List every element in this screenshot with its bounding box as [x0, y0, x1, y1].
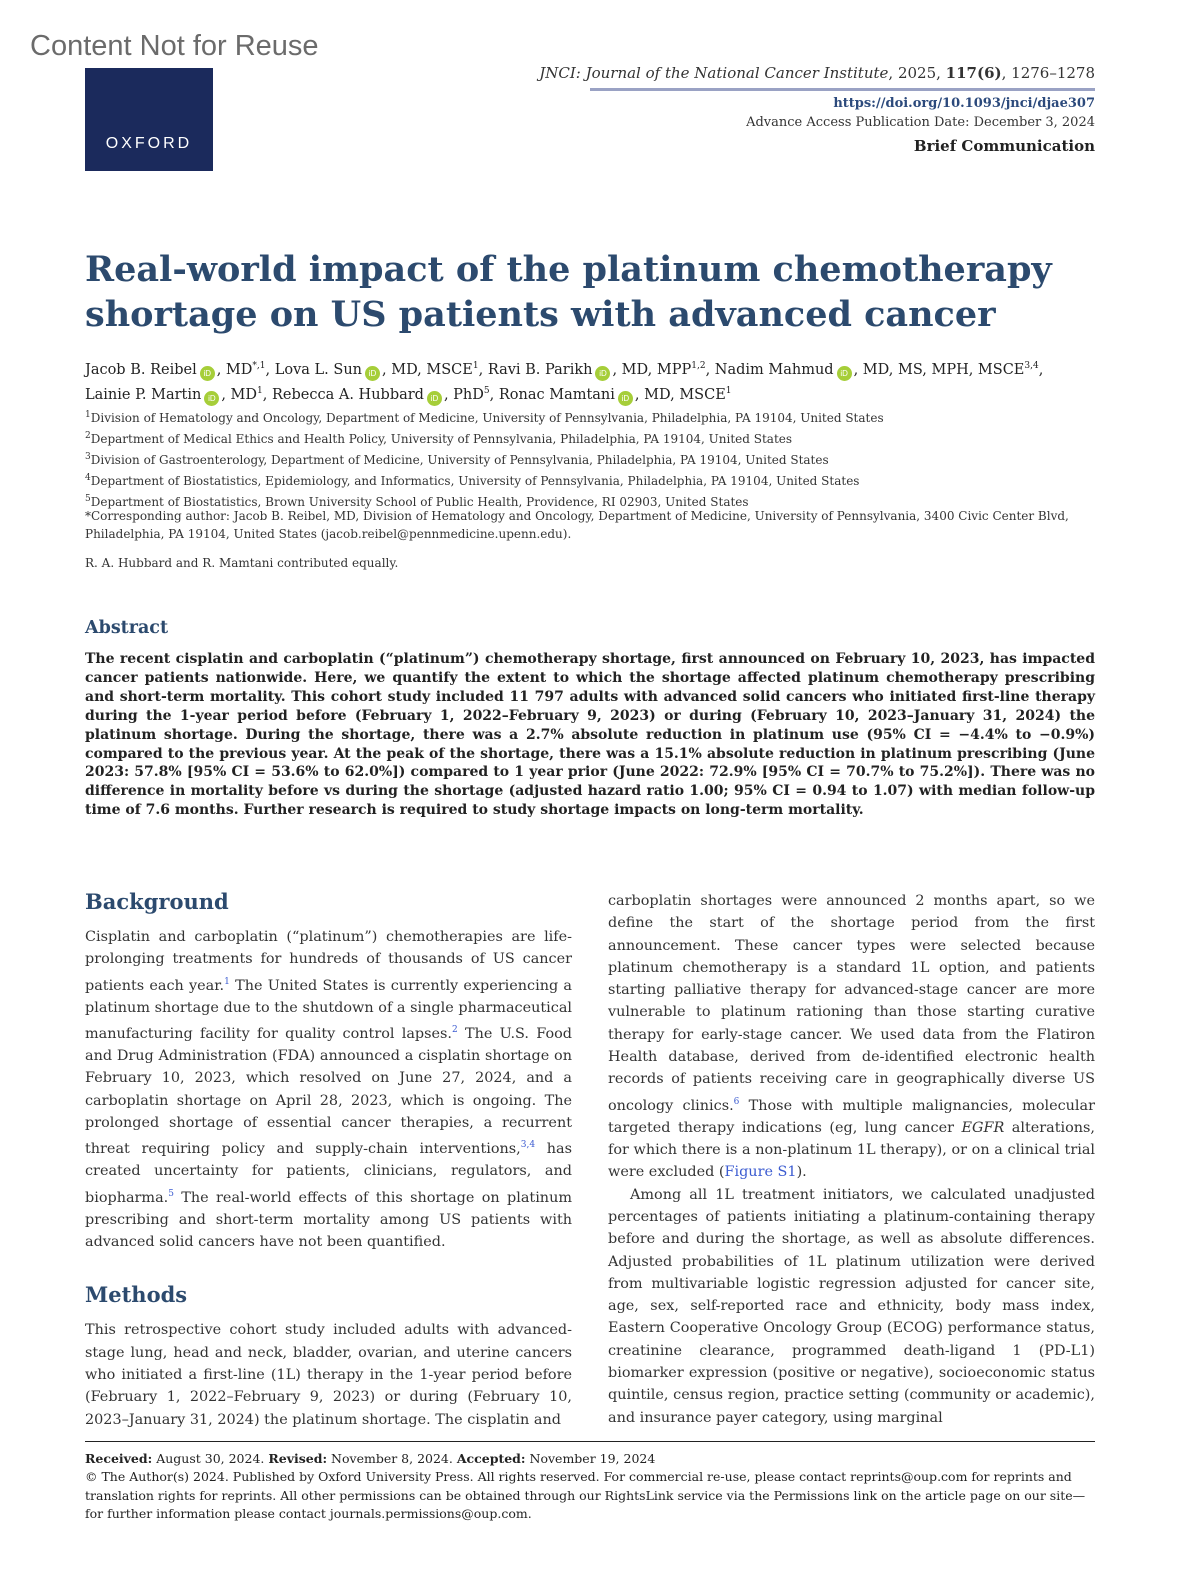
- background-paragraph: [85, 926, 572, 1253]
- affiliation-text: Department of Biostatistics, Brown University School of Public Health, Providence, RI 02903, United States: [90, 495, 749, 509]
- author-degree: , MD, MS, MPH, MSCE: [853, 361, 1025, 378]
- author-separator: ,: [1038, 361, 1044, 378]
- right-column: [608, 890, 1095, 1429]
- author-affiliation-marker: 3,4: [1024, 361, 1039, 371]
- orcid-icon[interactable]: iD: [837, 366, 852, 381]
- affiliation-item: [85, 427, 1095, 448]
- orcid-icon[interactable]: iD: [200, 366, 215, 381]
- affiliations: [85, 406, 1095, 511]
- ref-link[interactable]: 1: [224, 976, 230, 987]
- author-affiliation-marker: 1: [725, 385, 732, 396]
- watermark: Content Not for Reuse: [30, 30, 319, 62]
- bg-text-5: The real-world effects of this shortage on platinum prescribing and short-term mortality among US patients with advanced solid cancers have not been quantified.: [85, 1189, 572, 1251]
- doi-link[interactable]: https://doi.org/10.1093/jnci/djae307: [833, 96, 1095, 111]
- bg-text-1: Cisplatin and carboplatin (“platinum”) chemotherapies are life-prolonging treatments for hundreds of thousands of US cancer patients each year.: [85, 929, 572, 994]
- orcid-icon[interactable]: iD: [595, 366, 610, 381]
- footer-rule: [85, 1441, 1095, 1442]
- author-affiliation-marker: 1,2: [691, 361, 706, 371]
- revised-label: Revised:: [268, 1451, 328, 1466]
- ref-link[interactable]: 6: [733, 1096, 740, 1107]
- author-degree: , MD, MSCE: [634, 386, 726, 403]
- author-separator: ,: [705, 361, 715, 378]
- revised-date: November 8, 2024.: [327, 1451, 457, 1466]
- ref-link[interactable]: 2: [452, 1024, 458, 1035]
- journal-name: JNCI: Journal of the National Cancer Institute: [539, 64, 889, 82]
- author-name[interactable]: Jacob B. Reibel: [85, 361, 197, 378]
- footer-notes: [85, 1450, 1095, 1524]
- affiliation-text: Division of Hematology and Oncology, Department of Medicine, University of Pennsylvania, Philadelphia, PA 19104, United States: [90, 411, 884, 425]
- affiliation-number: 4: [85, 473, 91, 483]
- advance-access-date: Advance Access Publication Date: December 3, 2024: [746, 115, 1095, 130]
- author-degree: , MD: [221, 386, 258, 403]
- methods-heading: Methods: [85, 1282, 188, 1308]
- orcid-icon[interactable]: iD: [618, 391, 633, 406]
- author-affiliation-marker: 1: [257, 385, 263, 396]
- affiliation-number: 3: [85, 452, 91, 462]
- author-degree: , MD: [216, 361, 253, 378]
- equal-contribution-note: R. A. Hubbard and R. Mamtani contributed equally.: [85, 556, 399, 570]
- author-name[interactable]: Lainie P. Martin: [85, 386, 202, 403]
- author-name[interactable]: Nadim Mahmud: [714, 361, 834, 378]
- author-affiliation-marker: *,1: [252, 361, 266, 371]
- author-degree: , PhD: [443, 386, 484, 403]
- rc-gene: EGFR: [961, 1119, 1005, 1136]
- left-column: [85, 888, 572, 1431]
- author-degree: , MD, MPP: [612, 361, 692, 378]
- orcid-icon[interactable]: iD: [365, 366, 380, 381]
- abstract-text: The recent cisplatin and carboplatin (“platinum”) chemotherapy shortage, first announced on February 10, 2023, has impacted cancer patients nationwide. Here, we quantify the extent to which the shortage affected platinum chemotherapy prescribing and short-term mortality. This cohort study included 11 797 adults with advanced solid cancers who initiated first-line therapy during the 1-year period before (February 1, 2022–February 9, 2023) or during (February 10, 2023–January 31, 2024) the platinum shortage. During the shortage, there was a 2.7% absolute reduction in platinum use (95% CI = −4.4% to −0.9%) compared to the previous year. At the peak of the shortage, there was a 15.1% absolute reduction in platinum prescribing (June 2023: 57.8% [95% CI = 53.6% to 62.0%]) compared to 1 year prior (June 2022: 72.9% [95% CI = 70.7% to 75.2%]). There was no difference in mortality before vs during the shortage (adjusted hazard ratio 1.00; 95% CI = 0.94 to 1.07) with median follow-up time of 7.6 months. Further research is required to study shortage impacts on long-term mortality.: [85, 651, 1095, 819]
- copyright-notice: © The Author(s) 2024. Published by Oxford University Press. All rights reserved. For commercial re-use, please contact reprints@oup.com for reprints and translation rights for reprints. All other permissions can be obtained through our RightsLink service via the Permissions link on the article page on our site—for further information please contact journals.permissions@oup.com.: [85, 1469, 1086, 1522]
- author-separator: ,: [265, 361, 275, 378]
- received-date: August 30, 2024.: [152, 1451, 269, 1466]
- accepted-label: Accepted:: [456, 1451, 526, 1466]
- article-title: Real-world impact of the platinum chemotherapy shortage on US patients with advanced cancer: [85, 249, 1052, 335]
- author-name[interactable]: Ravi B. Parikh: [487, 361, 593, 378]
- affiliation-text: Department of Biostatistics, Epidemiology, and Informatics, University of Pennsylvania, Philadelphia, PA 19104, United States: [90, 474, 860, 488]
- oxford-logo[interactable]: OXFORD: [85, 68, 213, 171]
- bg-text-2: The United States is currently experiencing a platinum shortage due to the shutdown of a single pharmaceutical manufacturing facility for quality control lapses.: [85, 977, 572, 1042]
- header-rule: [590, 88, 1095, 91]
- affiliation-text: Division of Gastroenterology, Department of Medicine, University of Pennsylvania, Philadelphia, PA 19104, United States: [90, 453, 829, 467]
- author-separator: ,: [262, 386, 272, 403]
- author-name[interactable]: Rebecca A. Hubbard: [272, 386, 424, 403]
- affiliation-text: Department of Medical Ethics and Health Policy, University of Pennsylvania, Philadelphia, PA 19104, United States: [90, 432, 793, 446]
- affiliation-number: 2: [85, 431, 91, 441]
- abstract-heading: Abstract: [85, 618, 169, 638]
- analysis-paragraph: Among all 1L treatment initiators, we calculated unadjusted percentages of patients initiating a platinum-containing therapy before and during the shortage, as well as absolute differences. Adjusted probabilities of 1L platinum utilization were derived from multivariable logistic regression adjusted for cancer site, age, sex, self-reported race and ethnicity, body mass index, Eastern Cooperative Oncology Group (ECOG) performance status, creatinine clearance, programmed death-ligand 1 (PD-L1) biomarker expression (positive or negative), socioeconomic status quintile, census region, practice setting (community or academic), and insurance payer category, using marginal: [608, 1186, 1095, 1426]
- ref-link[interactable]: 5: [168, 1188, 174, 1199]
- bg-text-4: has created uncertainty for patients, clinicians, regulators, and biopharma.: [85, 1141, 572, 1206]
- journal-year: , 2025,: [888, 64, 946, 82]
- orcid-icon[interactable]: iD: [204, 391, 219, 406]
- journal-pages: , 1276–1278: [1001, 64, 1095, 82]
- ref-link[interactable]: 3,4: [520, 1140, 536, 1151]
- article-type: Brief Communication: [913, 137, 1095, 155]
- rc-text-1: carboplatin shortages were announced 2 months apart, so we define the start of the shortage period from the first announcement. These cancer types were selected because platinum chemotherapy is a standard 1L option, and patients starting palliative therapy for advanced-stage cancer are more vulnerable to platinum rationing than those starting curative therapy for early-stage cancer. We used data from the Flatiron Health database, derived from de-identified electronic health records of patients receiving care in geographically diverse US oncology clinics.: [608, 893, 1095, 1114]
- author-list: [85, 356, 1095, 406]
- author-name[interactable]: Lova L. Sun: [274, 361, 362, 378]
- methods-paragraph: This retrospective cohort study included adults with advanced-stage lung, head and neck, bladder, ovarian, and uterine cancers who initiated a first-line (1L) therapy in the 1-year period before (February 1, 2022–February 9, 2023) or during (February 10, 2023–January 31, 2024) the platinum shortage. The cisplatin and: [85, 1322, 572, 1428]
- author-degree: , MD, MSCE: [382, 361, 473, 378]
- affiliation-item: [85, 448, 1095, 469]
- received-label: Received:: [85, 1451, 153, 1466]
- author-separator: ,: [489, 386, 499, 403]
- author-separator: ,: [478, 361, 488, 378]
- author-name[interactable]: Ronac Mamtani: [498, 386, 615, 403]
- figure-s1-link[interactable]: Figure S1: [724, 1164, 797, 1181]
- author-affiliation-marker: 5: [483, 385, 490, 396]
- rc-text-3: alterations, for which there is a non-platinum 1L therapy), or on a clinical trial were excluded (: [608, 1119, 1096, 1181]
- journal-volume: 117(6): [945, 64, 1002, 82]
- affiliation-number: 5: [85, 494, 91, 504]
- bg-text-3: The U.S. Food and Drug Administration (FDA) announced a cisplatin shortage on February 10, 2023, which resolved on June 27, 2024, and a carboplatin shortage on April 28, 2023, which is ongoing. The prolonged shortage of essential cancer therapies, a recurrent threat requiring policy and supply-chain interventions,: [85, 1025, 572, 1158]
- background-heading: Background: [85, 889, 229, 914]
- affiliation-item: [85, 469, 1095, 490]
- methods-continued-paragraph: [608, 890, 1095, 1184]
- affiliation-item: [85, 406, 1095, 427]
- orcid-icon[interactable]: iD: [427, 391, 442, 406]
- author-affiliation-marker: 1: [472, 361, 479, 371]
- dates-line: [85, 1450, 1095, 1468]
- rc-text-2: Those with multiple malignancies, molecular targeted therapy indications (eg, lung cancer: [608, 1097, 1095, 1136]
- accepted-date: November 19, 2024: [525, 1451, 656, 1466]
- affiliation-number: 1: [85, 410, 91, 420]
- corresponding-author: *Corresponding author: Jacob B. Reibel, MD, Division of Hematology and Oncology, Department of Medicine, University of Pennsylvania, 3400 Civic Center Blvd, Philadelphia, PA 19104, United States (jacob.reibel@pennmedicine.upenn.edu).: [85, 509, 1069, 541]
- journal-citation: [539, 64, 1095, 82]
- rc-text-4: ).: [796, 1164, 807, 1181]
